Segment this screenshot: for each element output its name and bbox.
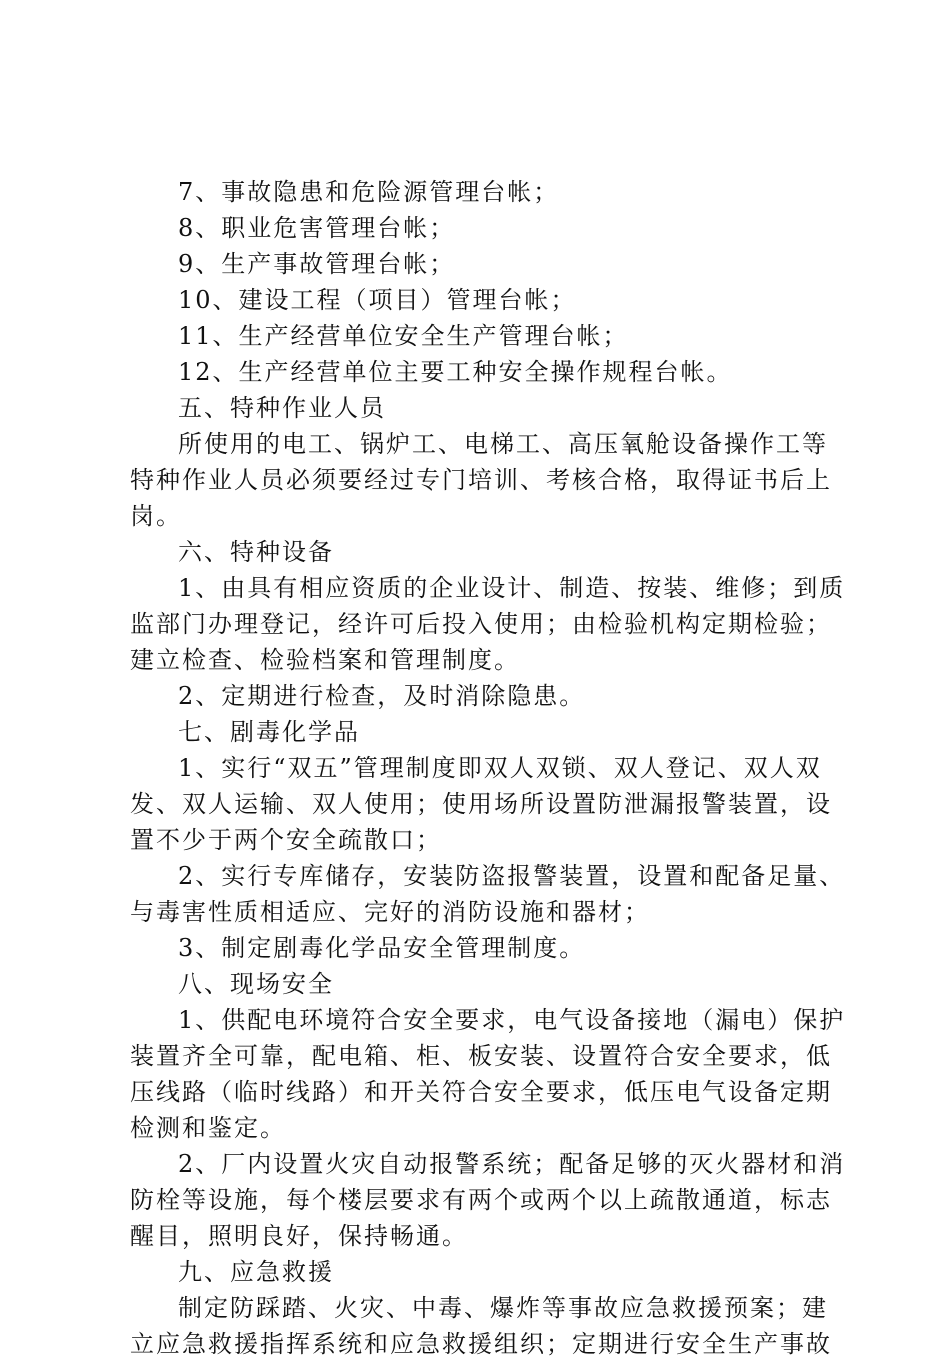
text-line: 8、职业危害管理台帐； <box>178 214 456 242</box>
text-line: 12、生产经营单位主要工种安全操作规程台帐。 <box>178 358 733 386</box>
text-line: 与毒害性质相适应、完好的消防设施和器材； <box>130 898 650 926</box>
text-line: 监部门办理登记，经许可后投入使用；由检验机构定期检验； <box>130 610 832 638</box>
text-line: 制定防踩踏、火灾、中毒、爆炸等事故应急救援预案；建 <box>178 1294 828 1322</box>
text-line: 检测和鉴定。 <box>130 1114 286 1142</box>
text-line: 置不少于两个安全疏散口； <box>130 826 442 854</box>
section-heading: 五、特种作业人员 <box>178 394 386 422</box>
text-line: 岗。 <box>130 502 182 530</box>
text-line: 特种作业人员必须要经过专门培训、考核合格，取得证书后上 <box>130 466 832 494</box>
text-line: 11、生产经营单位安全生产管理台帐； <box>178 322 629 350</box>
text-line: 建立检查、检验档案和管理制度。 <box>130 646 520 674</box>
section-heading: 七、剧毒化学品 <box>178 718 360 746</box>
text-line: 1、供配电环境符合安全要求，电气设备接地（漏电）保护 <box>178 1006 846 1034</box>
section-heading: 六、特种设备 <box>178 538 334 566</box>
text-line: 压线路（临时线路）和开关符合安全要求，低压电气设备定期 <box>130 1078 832 1106</box>
text-line: 7、事故隐患和危险源管理台帐； <box>178 178 560 206</box>
text-line: 10、建设工程（项目）管理台帐； <box>178 286 577 314</box>
document-body <box>130 174 846 1362</box>
text-line: 装置齐全可靠，配电箱、柜、板安装、设置符合安全要求，低 <box>130 1042 832 1070</box>
section-heading: 八、现场安全 <box>178 970 334 998</box>
text-line: 防栓等设施，每个楼层要求有两个或两个以上疏散通道，标志 <box>130 1186 832 1214</box>
text-line: 9、生产事故管理台帐； <box>178 250 456 278</box>
section-heading: 九、应急救援 <box>178 1258 334 1286</box>
text-line: 1、由具有相应资质的企业设计、制造、按装、维修；到质 <box>178 574 846 602</box>
text-line: 3、制定剧毒化学品安全管理制度。 <box>178 934 586 962</box>
text-line: 2、实行专库储存，安装防盗报警装置，设置和配备足量、 <box>178 862 846 890</box>
text-line: 立应急救援指挥系统和应急救援组织；定期进行安全生产事故 <box>130 1330 832 1358</box>
text-line: 2、厂内设置火灾自动报警系统；配备足够的灭火器材和消 <box>178 1150 846 1178</box>
text-line: 2、定期进行检查，及时消除隐患。 <box>178 682 586 710</box>
text-line: 所使用的电工、锅炉工、电梯工、高压氧舱设备操作工等 <box>178 430 828 458</box>
text-line: 1、实行“双五”管理制度即双人双锁、双人登记、双人双 <box>178 754 822 782</box>
text-line: 发、双人运输、双人使用；使用场所设置防泄漏报警装置，设 <box>130 790 832 818</box>
text-line: 醒目，照明良好，保持畅通。 <box>130 1222 468 1250</box>
